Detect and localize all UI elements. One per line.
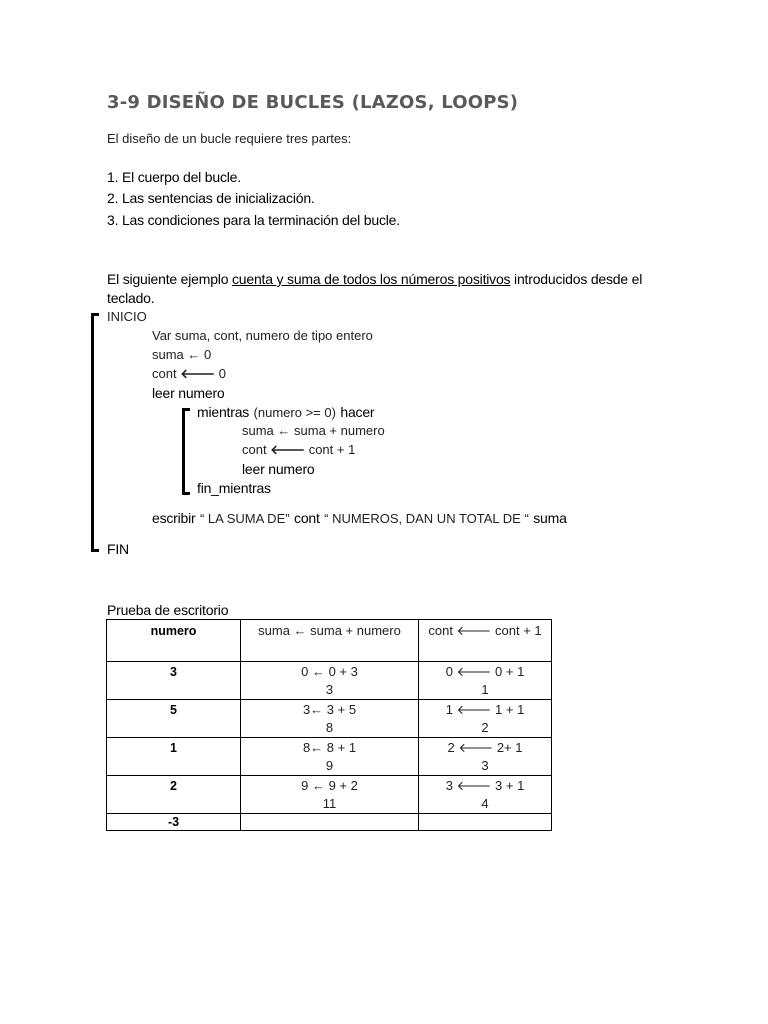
- cell-suma-expr: 9 ← 9 + 2: [301, 778, 358, 793]
- read-line: leer numero: [152, 385, 225, 401]
- cell-suma: [241, 738, 419, 776]
- cell-suma-result: 8: [325, 720, 334, 735]
- cell-numero: -3: [107, 814, 241, 831]
- do-keyword: hacer: [340, 404, 375, 420]
- table-row: [107, 814, 552, 831]
- table-row: [107, 700, 552, 738]
- body-count-rest: cont + 1: [308, 442, 356, 457]
- write-var-suma: suma: [533, 510, 567, 526]
- algorithm-start: INICIO: [107, 309, 147, 324]
- table-row: [107, 662, 552, 700]
- var-cont: cont: [152, 366, 177, 381]
- cell-cont-expr: 0 🡐 0 + 1: [445, 664, 525, 679]
- init-count-value: 0: [218, 366, 226, 381]
- cell-numero: 2: [107, 776, 241, 814]
- desk-check-table: [106, 619, 552, 831]
- cell-suma-result: 9: [325, 758, 334, 773]
- cell-suma-result: 11: [322, 796, 337, 811]
- write-keyword: escribir: [152, 510, 196, 526]
- example-underlined: cuenta y suma de todos los números positivos: [232, 271, 511, 287]
- write-text-1: “ LA SUMA DE”: [199, 511, 290, 526]
- cell-suma-result: 3: [325, 682, 334, 697]
- list-item: 1. El cuerpo del bucle.: [107, 169, 241, 185]
- cell-cont-expr: 2 🡐 2+ 1: [447, 740, 523, 755]
- body-read-line: leer numero: [242, 461, 315, 477]
- cell-numero: 5: [107, 700, 241, 738]
- cell-cont: [419, 662, 552, 700]
- cell-cont-result: 1: [481, 682, 489, 697]
- cell-cont-expr: 1 🡐 1 + 1: [445, 702, 525, 717]
- write-line: [152, 510, 567, 528]
- list-item: 2. Las sentencias de inicialización.: [107, 190, 315, 206]
- example-line-2: teclado.: [107, 290, 155, 306]
- assign-arrow-icon: 🡐: [180, 366, 216, 381]
- header-cont: cont 🡐 cont + 1: [419, 620, 552, 662]
- init-sum-line: suma ← 0: [152, 347, 212, 362]
- while-line: [197, 404, 374, 422]
- table-row: [107, 776, 552, 814]
- cell-cont: [419, 700, 552, 738]
- assign-arrow-icon: 🡐: [270, 442, 306, 457]
- cell-suma: [241, 700, 419, 738]
- init-count-line: [152, 366, 226, 382]
- cell-suma-expr: 8← 8 + 1: [302, 740, 357, 755]
- table-row: [107, 738, 552, 776]
- cell-numero: 3: [107, 662, 241, 700]
- cell-cont: [419, 814, 552, 831]
- inner-block-bracket: [182, 408, 190, 495]
- cell-suma: [241, 814, 419, 831]
- cell-cont-result: 2: [481, 720, 489, 735]
- cell-cont-result: 3: [481, 758, 489, 773]
- cell-cont: [419, 776, 552, 814]
- header-numero: numero: [107, 620, 241, 662]
- while-condition: (numero >= 0): [253, 405, 336, 420]
- cell-numero: 1: [107, 738, 241, 776]
- cell-suma-expr: 0 ← 0 + 3: [301, 664, 358, 679]
- var-cont: cont: [242, 442, 267, 457]
- cell-suma: [241, 776, 419, 814]
- write-text-2: “ NUMEROS, DAN UN TOTAL DE “: [324, 511, 529, 526]
- cell-suma: [241, 662, 419, 700]
- cell-cont-result: 4: [481, 796, 489, 811]
- example-line-1: [107, 271, 642, 287]
- intro-text: El diseño de un bucle requiere tres partes:: [107, 131, 352, 146]
- header-suma: suma ← suma + numero: [241, 620, 419, 662]
- cell-suma-expr: 3← 3 + 5: [302, 702, 357, 717]
- page-title: 3-9 DISEÑO DE BUCLES (LAZOS, LOOPS): [107, 92, 519, 113]
- outer-block-bracket: [91, 313, 99, 552]
- cell-cont: [419, 738, 552, 776]
- list-item: 3. Las condiciones para la terminación del bucle.: [107, 212, 400, 228]
- table-header-row: [107, 620, 552, 662]
- body-sum-line: suma ← suma + numero: [242, 423, 385, 438]
- while-end-line: fin_mientras: [197, 480, 271, 496]
- while-keyword: mientras: [197, 404, 250, 420]
- algorithm-end: FIN: [107, 541, 129, 557]
- declaration-line: Var suma, cont, numero de tipo entero: [152, 328, 373, 343]
- desk-check-label: Prueba de escritorio: [107, 602, 229, 618]
- example-prefix: El siguiente ejemplo: [107, 271, 232, 287]
- body-count-line: [242, 442, 355, 458]
- example-suffix: introducidos desde el: [510, 271, 643, 287]
- write-var-cont: cont: [294, 510, 320, 526]
- cell-cont-expr: 3 🡐 3 + 1: [445, 778, 525, 793]
